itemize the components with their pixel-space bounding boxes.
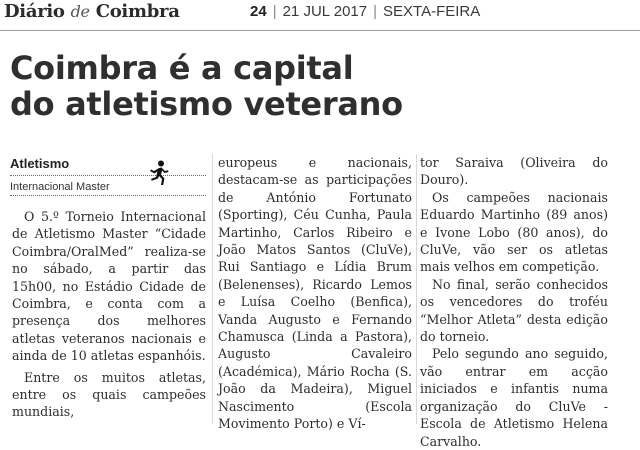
separator: | [272, 3, 277, 20]
article-column-3 [420, 154, 608, 450]
paragraph: tor Saraiva (Oliveira do Douro). [420, 155, 608, 188]
newspaper-name [4, 1, 180, 22]
headline-line2: do atletismo veterano [10, 85, 403, 123]
column-divider [212, 154, 213, 424]
section-label: Atletismo [10, 156, 70, 171]
issue-date: 21 JUL 2017 [282, 3, 368, 20]
newspaper-name-part1: Diário [4, 1, 65, 22]
headline [10, 50, 630, 122]
column-divider [416, 154, 417, 424]
paragraph: Entre os muitos atletas, entre os quais campeões mundiais, [12, 369, 206, 420]
article-column-2 [218, 154, 412, 433]
page-number: 24 [250, 3, 267, 20]
subsection-label: Internacional Master [10, 181, 110, 193]
masthead [0, 0, 640, 31]
separator: | [373, 3, 378, 20]
paragraph: europeus e nacionais, destacam-se as participações de António Fortunato (Sporting), Céu Cunha, Paula Martinho, Carlos Ribeiro e João Matos Santos (CluVe), Rui Santiago e Lídia Brum (Belenenses), Ricardo Lemos e Luísa Coelho (Benfica), Vanda Augusto e Fernando Chamusca (Linda a Pastora), Augusto Cavaleiro (Académica), Mário Rocha (S. João da Madeira), Miguel Nascimento (Escola Movimento Porto) e Ví- [218, 155, 412, 432]
dateline [250, 3, 480, 20]
newspaper-name-part2: de [70, 2, 90, 21]
article-column-1 [12, 208, 206, 421]
divider [10, 195, 206, 196]
weekday: SEXTA-FEIRA [383, 3, 481, 20]
newspaper-name-part3: Coimbra [95, 1, 180, 22]
paragraph: No final, serão conhecidos os vencedores do troféu “Melhor Atleta” desta edição do torneio. [420, 276, 608, 345]
headline-line1: Coimbra é a capital [10, 49, 354, 87]
runner-icon [146, 160, 170, 186]
paragraph: O 5.º Torneio Internacional de Atletismo Master “Cidade Coimbra/OralMed” realiza-se no sábado, a partir das 15h00, no Estádio Cidade de Coimbra, e conta com a presença dos melhores atletas veteranos nacionais e ainda de 10 atletas espanhóis. [12, 209, 206, 364]
divider [10, 175, 206, 176]
paragraph: Pelo segundo ano seguido, vão entrar em acção iniciados e infantis numa organização do CluVe - Escola de Atletismo Helena Carvalho. [420, 346, 608, 449]
paragraph: Os campeões nacionais Eduardo Martinho (89 anos) e Ivone Lobo (80 anos), do CluVe, vão ser os atletas mais velhos em competição. [420, 189, 608, 275]
